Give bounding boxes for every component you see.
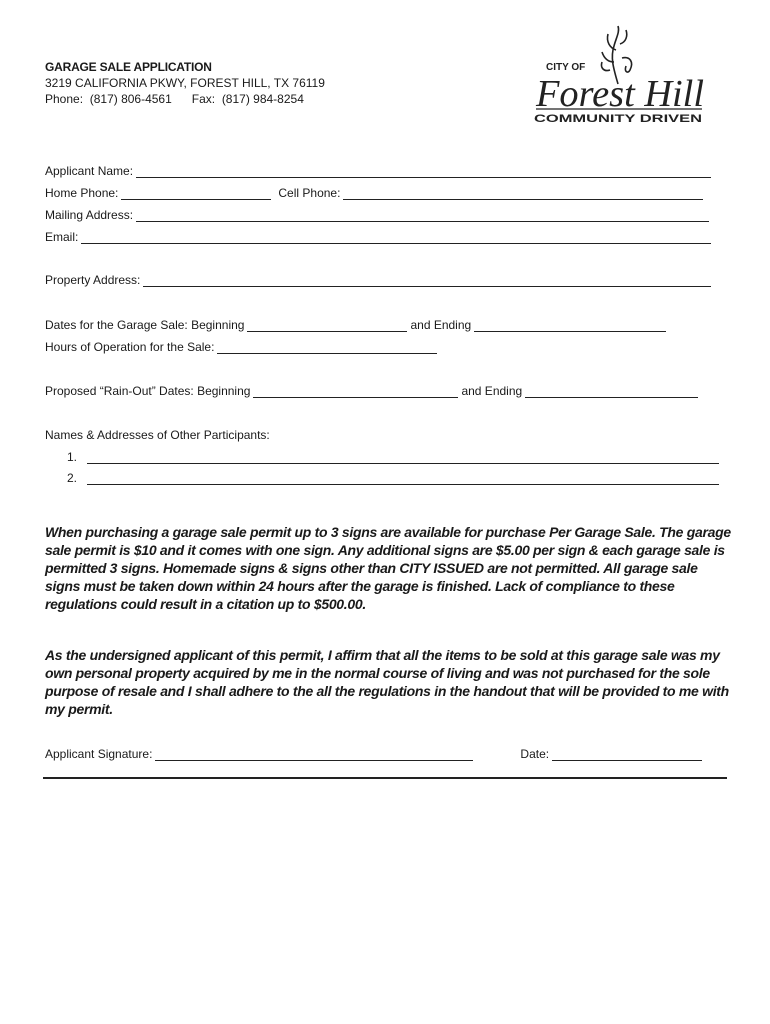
bottom-divider (43, 777, 727, 779)
email-row (45, 230, 714, 244)
email-input[interactable] (81, 232, 711, 244)
rain-end-label: and Ending (461, 384, 523, 398)
applicant-name-row (45, 164, 714, 178)
email-label: Email: (45, 230, 79, 244)
sale-dates-row (45, 318, 669, 332)
mailing-address-label: Mailing Address: (45, 208, 134, 222)
participants-heading (45, 428, 270, 442)
signature-label: Applicant Signature: (45, 747, 153, 761)
home-phone-input[interactable] (121, 188, 271, 200)
signature-row (45, 747, 705, 761)
participant-number-1: 1. (67, 450, 78, 464)
cell-phone-label: Cell Phone: (278, 186, 341, 200)
signature-input[interactable] (155, 749, 473, 761)
sale-begin-input[interactable] (247, 320, 407, 332)
rain-dates-row (45, 384, 701, 398)
sale-begin-label: Dates for the Garage Sale: Beginning (45, 318, 245, 332)
property-address-row (45, 273, 714, 287)
property-address-input[interactable] (143, 275, 711, 287)
phone-label: Phone: (45, 92, 84, 106)
home-phone-label: Home Phone: (45, 186, 119, 200)
form-title: GARAGE SALE APPLICATION (45, 60, 212, 74)
mailing-address-row (45, 208, 712, 222)
phone-row (45, 186, 706, 200)
phone-number: (817) 806-4561 (89, 92, 172, 106)
date-input[interactable] (552, 749, 702, 761)
participant-row-2 (67, 471, 722, 485)
hours-input[interactable] (217, 342, 437, 354)
office-address: 3219 CALIFORNIA PKWY, FOREST HILL, TX 76119 (45, 76, 325, 90)
signs-notice: When purchasing a garage sale permit up to 3 signs are available for purchase Per Garage Sale. The garage sale permit is $10 and it comes with one sign. Any additional signs are $5.00 per sign & each garage sale is permitted 3 signs. Homemade signs & signs other than CITY ISSUED are not permitted. All garage sale signs must be taken down within 24 hours after the garage is finished. Lack of compliance to these regulations could result in a citation up to $500.00. (45, 524, 731, 612)
fax-label: Fax: (191, 92, 216, 106)
logo-name: Forest Hill (534, 73, 704, 115)
cell-phone-input[interactable] (343, 188, 703, 200)
mailing-address-input[interactable] (136, 210, 709, 222)
contact-row (45, 92, 304, 106)
participant-number-2: 2. (67, 471, 78, 485)
sale-end-label: and Ending (410, 318, 472, 332)
logo-tagline: COMMUNITY DRIVEN (534, 113, 703, 125)
sale-end-input[interactable] (474, 320, 666, 332)
participant-input-1[interactable] (87, 452, 719, 464)
date-label: Date: (520, 747, 550, 761)
hours-row (45, 340, 440, 354)
rain-begin-label: Proposed “Rain-Out” Dates: Beginning (45, 384, 251, 398)
fax-number: (817) 984-8254 (221, 92, 304, 106)
rain-end-input[interactable] (525, 386, 698, 398)
rain-begin-input[interactable] (253, 386, 458, 398)
hours-label: Hours of Operation for the Sale: (45, 340, 215, 354)
logo-city-of: CITY OF (546, 62, 586, 73)
applicant-name-input[interactable] (136, 166, 711, 178)
applicant-name-label: Applicant Name: (45, 164, 134, 178)
property-address-label: Property Address: (45, 273, 141, 287)
participants-label: Names & Addresses of Other Participants: (45, 428, 270, 442)
participant-row-1 (67, 450, 722, 464)
participant-input-2[interactable] (87, 473, 719, 485)
affirmation-notice: As the undersigned applicant of this permit, I affirm that all the items to be sold at this garage sale was my own personal property acquired by me in the normal course of living and was not purchased for the sole purpose of resale and I shall adhere to the all the regulations in the handout that will be provided to me with my permit. (45, 647, 729, 717)
city-logo (530, 22, 710, 126)
